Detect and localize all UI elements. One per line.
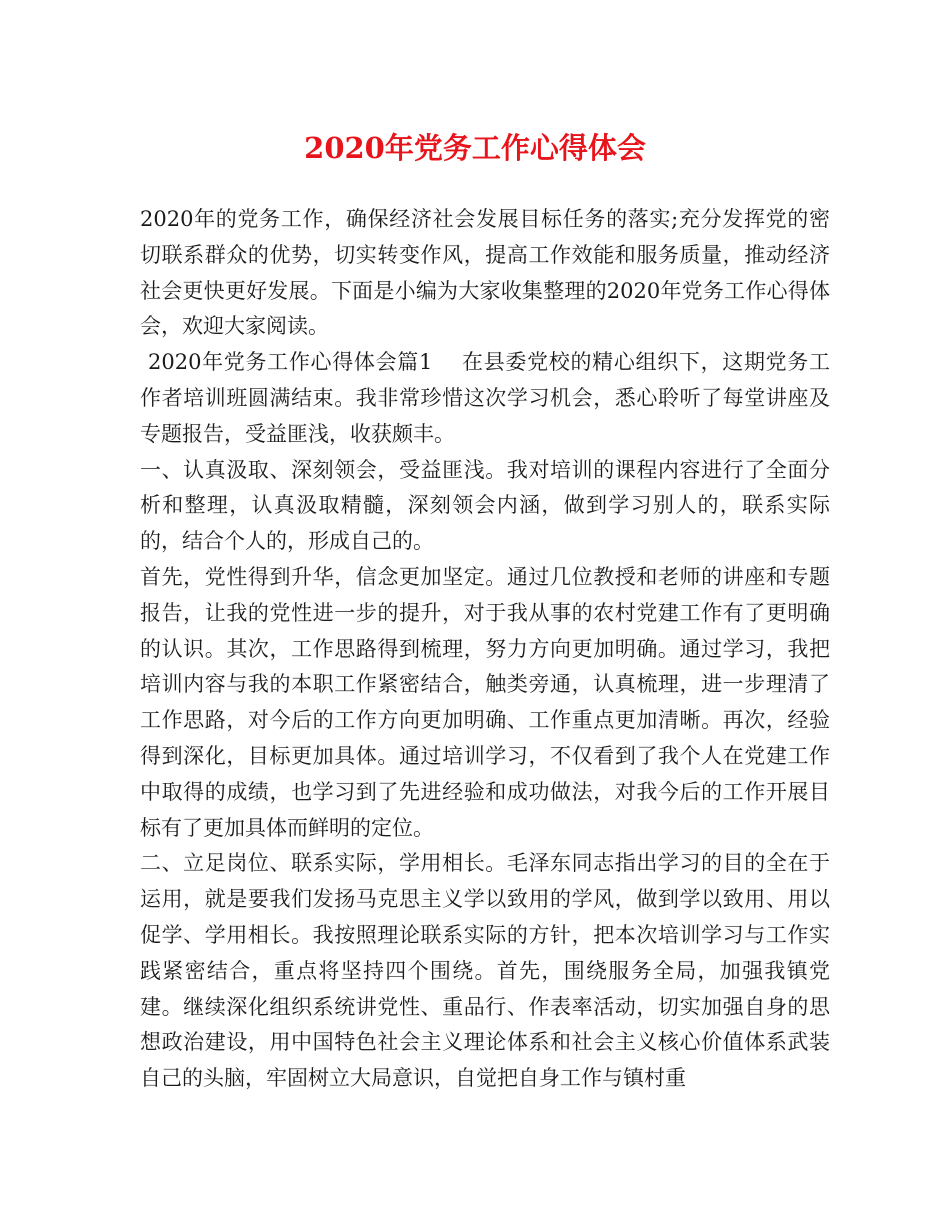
paragraph-section-1-detail: 首先，党性得到升华，信念更加坚定。通过几位教授和老师的讲座和专题报告，让我的党性进一步的提升，对于我从事的农村党建工作有了更明确的认识。其次，工作思路得到梳理，努力方向更加明确。通过学习，我把培训内容与我的本职工作紧密结合，触类旁通，认真梳理，进一步理清了工作思路，对今后的工作方向更加明确、工作重点更加清晰。再次，经验得到深化，目标更加具体。通过培训学习，不仅看到了我个人在党建工作中取得的成绩，也学习到了先进经验和成功做法，对我今后的工作开展目标有了更加具体而鲜明的定位。 [140,564,830,840]
paragraph-section-2: 二、立足岗位、联系实际，学用相长。毛泽东同志指出学习的目的全在于运用，就是要我们发扬马克思主义学以致用的学风，做到学以致用、用以促学、学用相长。我按照理论联系实际的方针，把本次培训学习与工作实践紧密结合，重点将坚持四个围绕。首先，围绕服务全局，加强我镇党建。继续深化组织系统讲党性、重品行、作表率活动，切实加强自身的思想政治建设，用中国特色社会主义理论体系和社会主义核心价值体系武装自己的头脑，牢固树立大局意识，自觉把自身工作与镇村重 [140,851,830,1091]
paragraph-article-1-opening: 2020年党务工作心得体会篇1 在县委党校的精心组织下，这期党务工作者培训班圆满结束。我非常珍惜这次学习机会，悉心聆听了每堂讲座及专题报告，受益匪浅，收获颇丰。 [140,350,830,446]
paragraph-section-1: 一、认真汲取、深刻领会，受益匪浅。我对培训的课程内容进行了全面分析和整理，认真汲取精髓，深刻领会内涵，做到学习别人的，联系实际的，结合个人的，形成自己的。 [140,457,830,554]
document-body [140,202,830,1097]
document-title: 2020年党务工作心得体会 [304,131,646,165]
paragraph-intro: 2020年的党务工作，确保经济社会发展目标任务的落实;充分发挥党的密切联系群众的优势，切实转变作风，提高工作效能和服务质量，推动经济社会更快更好发展。下面是小编为大家收集整理的2020年党务工作心得体会，欢迎大家阅读。 [140,207,830,339]
